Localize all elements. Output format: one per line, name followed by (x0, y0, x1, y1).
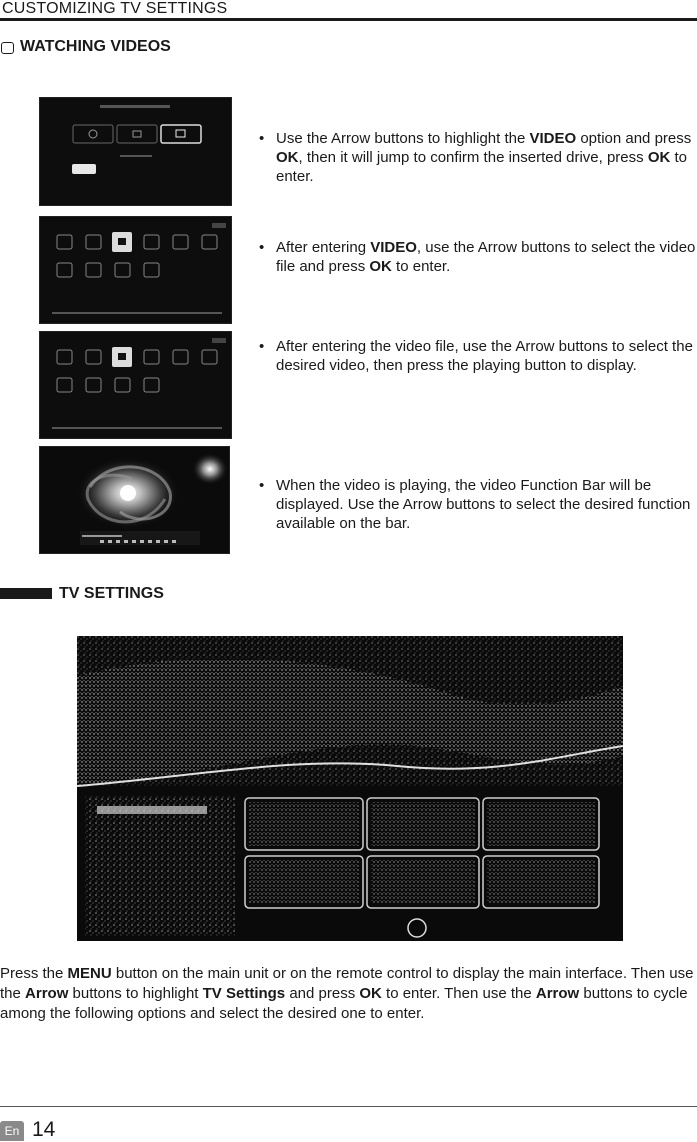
bullet-2-text: After entering VIDEO, use the Arrow buttons to select the video file and press OK to enter. (276, 239, 696, 275)
section-title-tv-settings: TV SETTINGS (59, 585, 164, 602)
bullet-marker: • (259, 130, 265, 147)
bullet-1-text: Use the Arrow buttons to highlight the VIDEO option and press OK, then it will jump to confirm the inserted drive, press OK to enter. (276, 130, 692, 185)
screenshot-video-select (39, 97, 232, 206)
rounded-square-icon (1, 42, 14, 54)
screenshot-main-interface (77, 636, 623, 941)
bullet-3-text: After entering the video file, use the Arrow buttons to select the desired video, then press the playing button to display. (276, 338, 693, 374)
screenshot-video-playback (39, 446, 230, 554)
bullet-marker: • (259, 338, 265, 355)
section-title-watching-videos: WATCHING VIDEOS (20, 38, 171, 55)
bullet-marker: • (259, 239, 265, 256)
galaxy-playback-graphic (40, 447, 230, 554)
header-rule (0, 18, 697, 21)
screenshot-file-browser-graphic (40, 217, 232, 324)
screenshot-video-file-browser (39, 216, 232, 324)
tv-settings-instructions: Press the MENU button on the main unit or on the remote control to display the main interface. Then use the Arrow buttons to highlight TV Settings and press OK to enter. Then use the Arrow buttons to cycle among the following options and select the desired one to enter. (0, 965, 694, 1022)
screenshot-video-desired-select (39, 331, 232, 439)
bullet-4-text: When the video is playing, the video Function Bar will be displayed. Use the Arrow buttons to select the desired function available on the bar. (276, 477, 691, 532)
screenshot-desired-select-graphic (40, 332, 232, 439)
bullet-marker: • (259, 477, 265, 494)
page-header-title: CUSTOMIZING TV SETTINGS (2, 0, 228, 17)
main-interface-graphic (77, 636, 623, 941)
black-bar-icon (0, 588, 52, 599)
language-badge: En (0, 1121, 24, 1141)
footer-rule (0, 1106, 697, 1107)
screenshot-video-select-graphic (40, 98, 232, 206)
page-number: 14 (32, 1118, 56, 1141)
